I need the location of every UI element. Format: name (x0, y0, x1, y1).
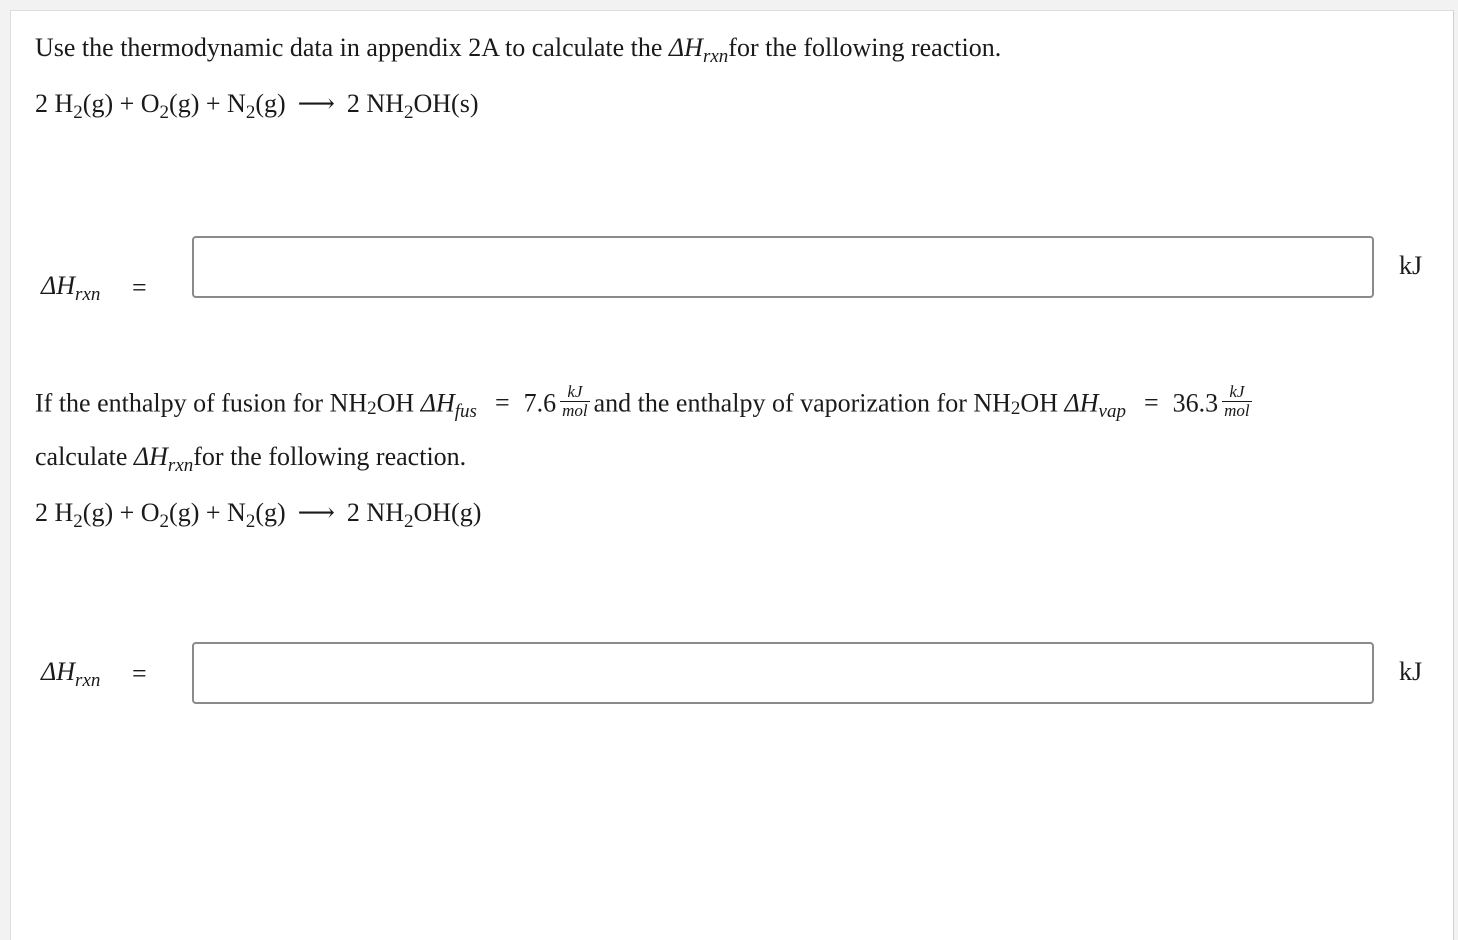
rxn-subscript: rxn (167, 455, 194, 476)
intro-text: OH (1020, 388, 1065, 418)
frac-denominator: mol (562, 401, 588, 420)
eq-subscript: 2 (73, 102, 83, 123)
frac-denominator: mol (1224, 401, 1250, 420)
eq-subscript: 2 (367, 398, 377, 420)
part1-answer-label (41, 271, 100, 304)
eq-subscript: 2 (403, 511, 414, 532)
rxn-subscript: rxn (75, 284, 101, 305)
part2-unit-label: kJ (1399, 657, 1423, 686)
eq-term: OH(s) (413, 89, 479, 118)
eq-term: (g) (255, 498, 286, 527)
part2-equation (35, 498, 481, 531)
eq-term: 2 H (35, 89, 74, 118)
frac-numerator: kJ (560, 383, 590, 402)
vap-subscript: vap (1098, 401, 1126, 423)
delta-h-symbol: ΔH (1064, 388, 1099, 418)
part1-prompt (35, 33, 1001, 66)
eq-term: (g) + N (169, 89, 246, 118)
eq-term: 2 NH (346, 89, 404, 118)
reaction-arrow-icon: ⟶ (297, 498, 335, 527)
delta-h-symbol: ΔH (133, 442, 168, 471)
part1-prompt-tail: for the following reaction. (728, 33, 1002, 62)
delta-h-symbol: ΔH (420, 388, 455, 418)
kj-per-mol-fraction (1222, 383, 1252, 420)
vaporization-value: 36.3 (1172, 388, 1219, 418)
eq-term: 2 NH (346, 498, 404, 527)
delta-h-symbol: ΔH (41, 657, 76, 686)
intro-text: If the enthalpy of fusion for NH (35, 388, 368, 418)
frac-numerator: kJ (1222, 383, 1252, 402)
eq-term: OH(g) (413, 498, 482, 527)
part1-prompt-text: Use the thermodynamic data in appendix 2A to calculate the (35, 33, 669, 62)
eq-subscript: 2 (159, 511, 170, 532)
eq-term: (g) + O (82, 89, 160, 118)
question-panel (10, 10, 1454, 940)
part1-answer-input[interactable] (192, 236, 1374, 298)
eq-subscript: 2 (245, 102, 256, 123)
reaction-arrow-icon: ⟶ (297, 89, 335, 118)
part2-answer-input[interactable] (192, 642, 1374, 704)
equals-sign: = (494, 388, 510, 418)
part2-intro (35, 382, 1256, 424)
delta-h-symbol: ΔH (41, 271, 76, 300)
part1-equation (35, 89, 478, 122)
equals-sign: = (1143, 388, 1159, 418)
eq-subscript: 2 (245, 511, 256, 532)
part2-equals-sign: = (132, 659, 147, 688)
rxn-subscript: rxn (75, 670, 101, 691)
eq-subscript: 2 (1010, 398, 1021, 420)
eq-term: (g) (255, 89, 286, 118)
kj-per-mol-fraction (560, 383, 590, 420)
intro-text: OH (376, 388, 421, 418)
prompt-text: for the following reaction. (193, 442, 467, 471)
part1-unit-label: kJ (1399, 251, 1423, 280)
fus-subscript: fus (454, 401, 477, 423)
rxn-subscript: rxn (702, 46, 729, 67)
eq-subscript: 2 (159, 102, 170, 123)
part2-prompt (35, 442, 466, 475)
eq-term: (g) + N (169, 498, 246, 527)
eq-term: 2 H (35, 498, 74, 527)
intro-text: and the enthalpy of vaporization for NH (593, 388, 1011, 418)
eq-term: (g) + O (82, 498, 160, 527)
fusion-value: 7.6 (523, 388, 557, 418)
prompt-text: calculate (35, 442, 134, 471)
eq-subscript: 2 (403, 102, 414, 123)
delta-h-symbol: ΔH (668, 33, 703, 62)
part1-equals-sign: = (132, 273, 147, 302)
eq-subscript: 2 (73, 511, 83, 532)
part2-answer-label (41, 657, 100, 690)
